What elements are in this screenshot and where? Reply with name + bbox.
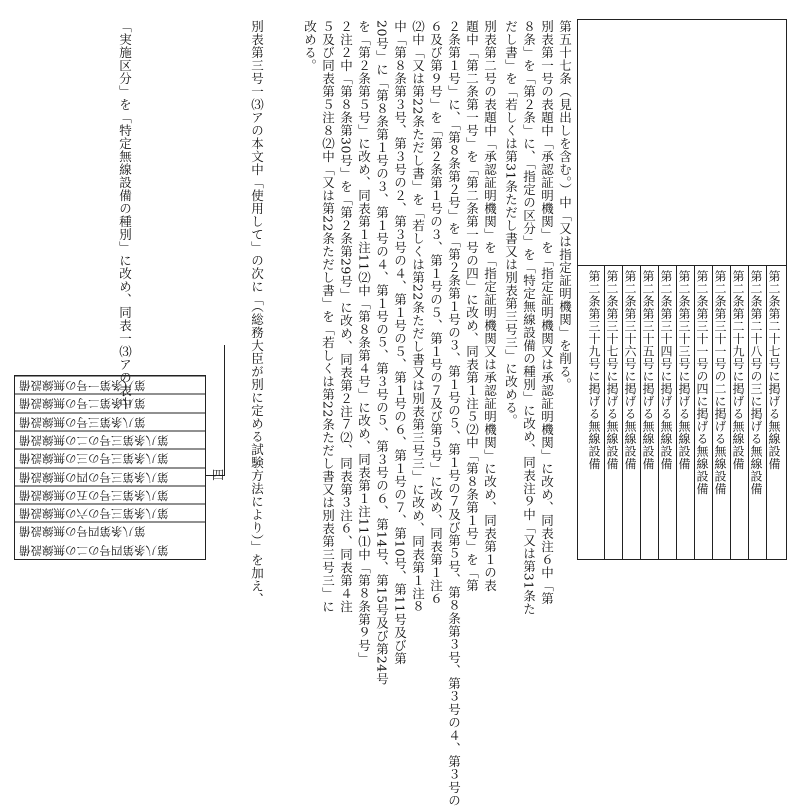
main-text-column: 20号」に「第８条第１号の３、第１号の４、第１号の５、第３号の５、第３号の６、第14号、第15号及び第24号	[374, 20, 390, 686]
right-table-row: 第二条第二十八号の三に掲げる無線設備	[749, 270, 763, 495]
left-table-row: 第八条第四号の二の無線設備	[19, 543, 169, 558]
right-table-row: 第二条第三十九号に掲げる無線設備	[587, 270, 601, 470]
left-table-row: 第八条第三号の五の無線設備	[15, 486, 205, 505]
left-table-row: 第八条第三号の三の無線設備	[15, 449, 205, 468]
right-table-row: 第二条第三十四号に掲げる無線設備	[659, 270, 673, 470]
right-table-row-divider	[694, 265, 695, 560]
right-table-row: 第二条第二十七号に掲げる無線設備	[767, 270, 781, 470]
main-text-column: 第五十七条（見出しを含む。）中「又は指定証明機関」を削る。	[557, 20, 573, 391]
main-text-column: 題中「第二条第一号」を「第二条第一号の四」に改め、同表第１注５⑵中「第８条第１号」を「第	[464, 20, 480, 592]
right-table-row-divider	[748, 265, 749, 560]
section-marker: 四	[212, 468, 225, 482]
right-table-row: 第二条第三十一号の四に掲げる無線設備	[695, 270, 709, 495]
left-table-row: 第八条第三号の四の無線設備	[15, 468, 205, 487]
main-text-column: ６及び第９号」を「第２条第１号の３、第１号の５、第１号の７及び第５号」に改め、同表第１注６	[428, 20, 444, 605]
right-table-row: 第二条第二十九号に掲げる無線設備	[731, 270, 745, 470]
right-table-row-divider	[604, 265, 605, 560]
right-table-row-divider	[640, 265, 641, 560]
right-table-row-divider	[766, 265, 767, 560]
bracket-line	[224, 345, 225, 475]
main-text-column: だし書」を「若しくは第31条ただし書又は別表第三号三」に改める。	[503, 20, 519, 427]
right-table-row: 第二条第三十七号に掲げる無線設備	[605, 270, 619, 470]
main-text-column: ８条」を「第２条」に、「指定の区分」を「特定無線設備の種別」に改め、同表注９中「又は第31条た	[521, 20, 537, 616]
right-table-divider	[577, 265, 787, 266]
right-table-row: 第二条第三十三号に掲げる無線設備	[677, 270, 691, 470]
left-table-row: 第八条第二号の無線設備	[15, 394, 205, 413]
main-text-column: ５及び同表第５注８⑵中「又は第22条ただし書」を「若しくは第22条ただし書又は別表第三号三」に	[320, 20, 336, 613]
left-table	[14, 375, 206, 560]
main-text-column: を「第２条第５号」に改め、同表第１注11⑵中「第８条第４号」に改め、同表第１注11⑴中「第８条第９号」	[356, 20, 372, 665]
main-text-column: 別表第二号の表題中「承認証明機関」を「指定証明機関又は承認証明機関」に改め、同表第１の表	[482, 20, 498, 592]
right-table-row: 第二条第三十一号の二に掲げる無線設備	[713, 270, 727, 495]
right-table-row-divider	[622, 265, 623, 560]
left-table-row: 第八条第三号の六の無線設備	[15, 504, 205, 523]
main-text-column: 中「第８条第３号、第３号の２、第３号の４、第１号の５、第１号の６、第１号の７、第10号、第11号及び第	[392, 20, 408, 665]
left-table-row: 第八条第三号の無線設備	[15, 413, 205, 432]
right-table-row-divider	[676, 265, 677, 560]
left-table-row: 第八条第一号の無線設備	[15, 376, 205, 395]
main-text-column: 改める。	[302, 20, 318, 72]
right-table-row-divider	[730, 265, 731, 560]
left-table-row: 第八条第三号の二の無線設備	[15, 431, 205, 450]
main-text-column: 別表第一号の表題中「承認証明機関」を「指定証明機関又は承認証明機関」に改め、同表注６中「第	[539, 20, 555, 605]
main-text-column: 「実施区分」を「特定無線設備の種別」に改め、同表一⑶アの表中	[117, 20, 133, 410]
main-text-column: ２注２中「第８条第30号」を「第２条第29号」に改め、同表第２注７⑵、同表第３注６、同表第４注	[338, 20, 354, 613]
main-text-column: 別表第三号一⑶アの本文中「使用して」の次に「（総務大臣が別に定める試験方法により）」を加え、	[249, 20, 265, 606]
main-text-column: ⑵中「又は第22条ただし書」を「若しくは第22条ただし書又は別表第三号三」に改め、同表第１注８	[410, 20, 426, 613]
right-table-row: 第二条第三十五号に掲げる無線設備	[641, 270, 655, 470]
main-text-column: ２条第１号」に、「第８条第２号」を「第２条第１号の３、第１号の５、第１号の７及び第５号、第８条第３号、第３号の４、第３号の	[446, 20, 462, 807]
left-table-row: 第八条第四号の無線設備	[15, 522, 205, 541]
right-table-row-divider	[658, 265, 659, 560]
right-table-row: 第二条第三十六号に掲げる無線設備	[623, 270, 637, 470]
right-table-row-divider	[712, 265, 713, 560]
